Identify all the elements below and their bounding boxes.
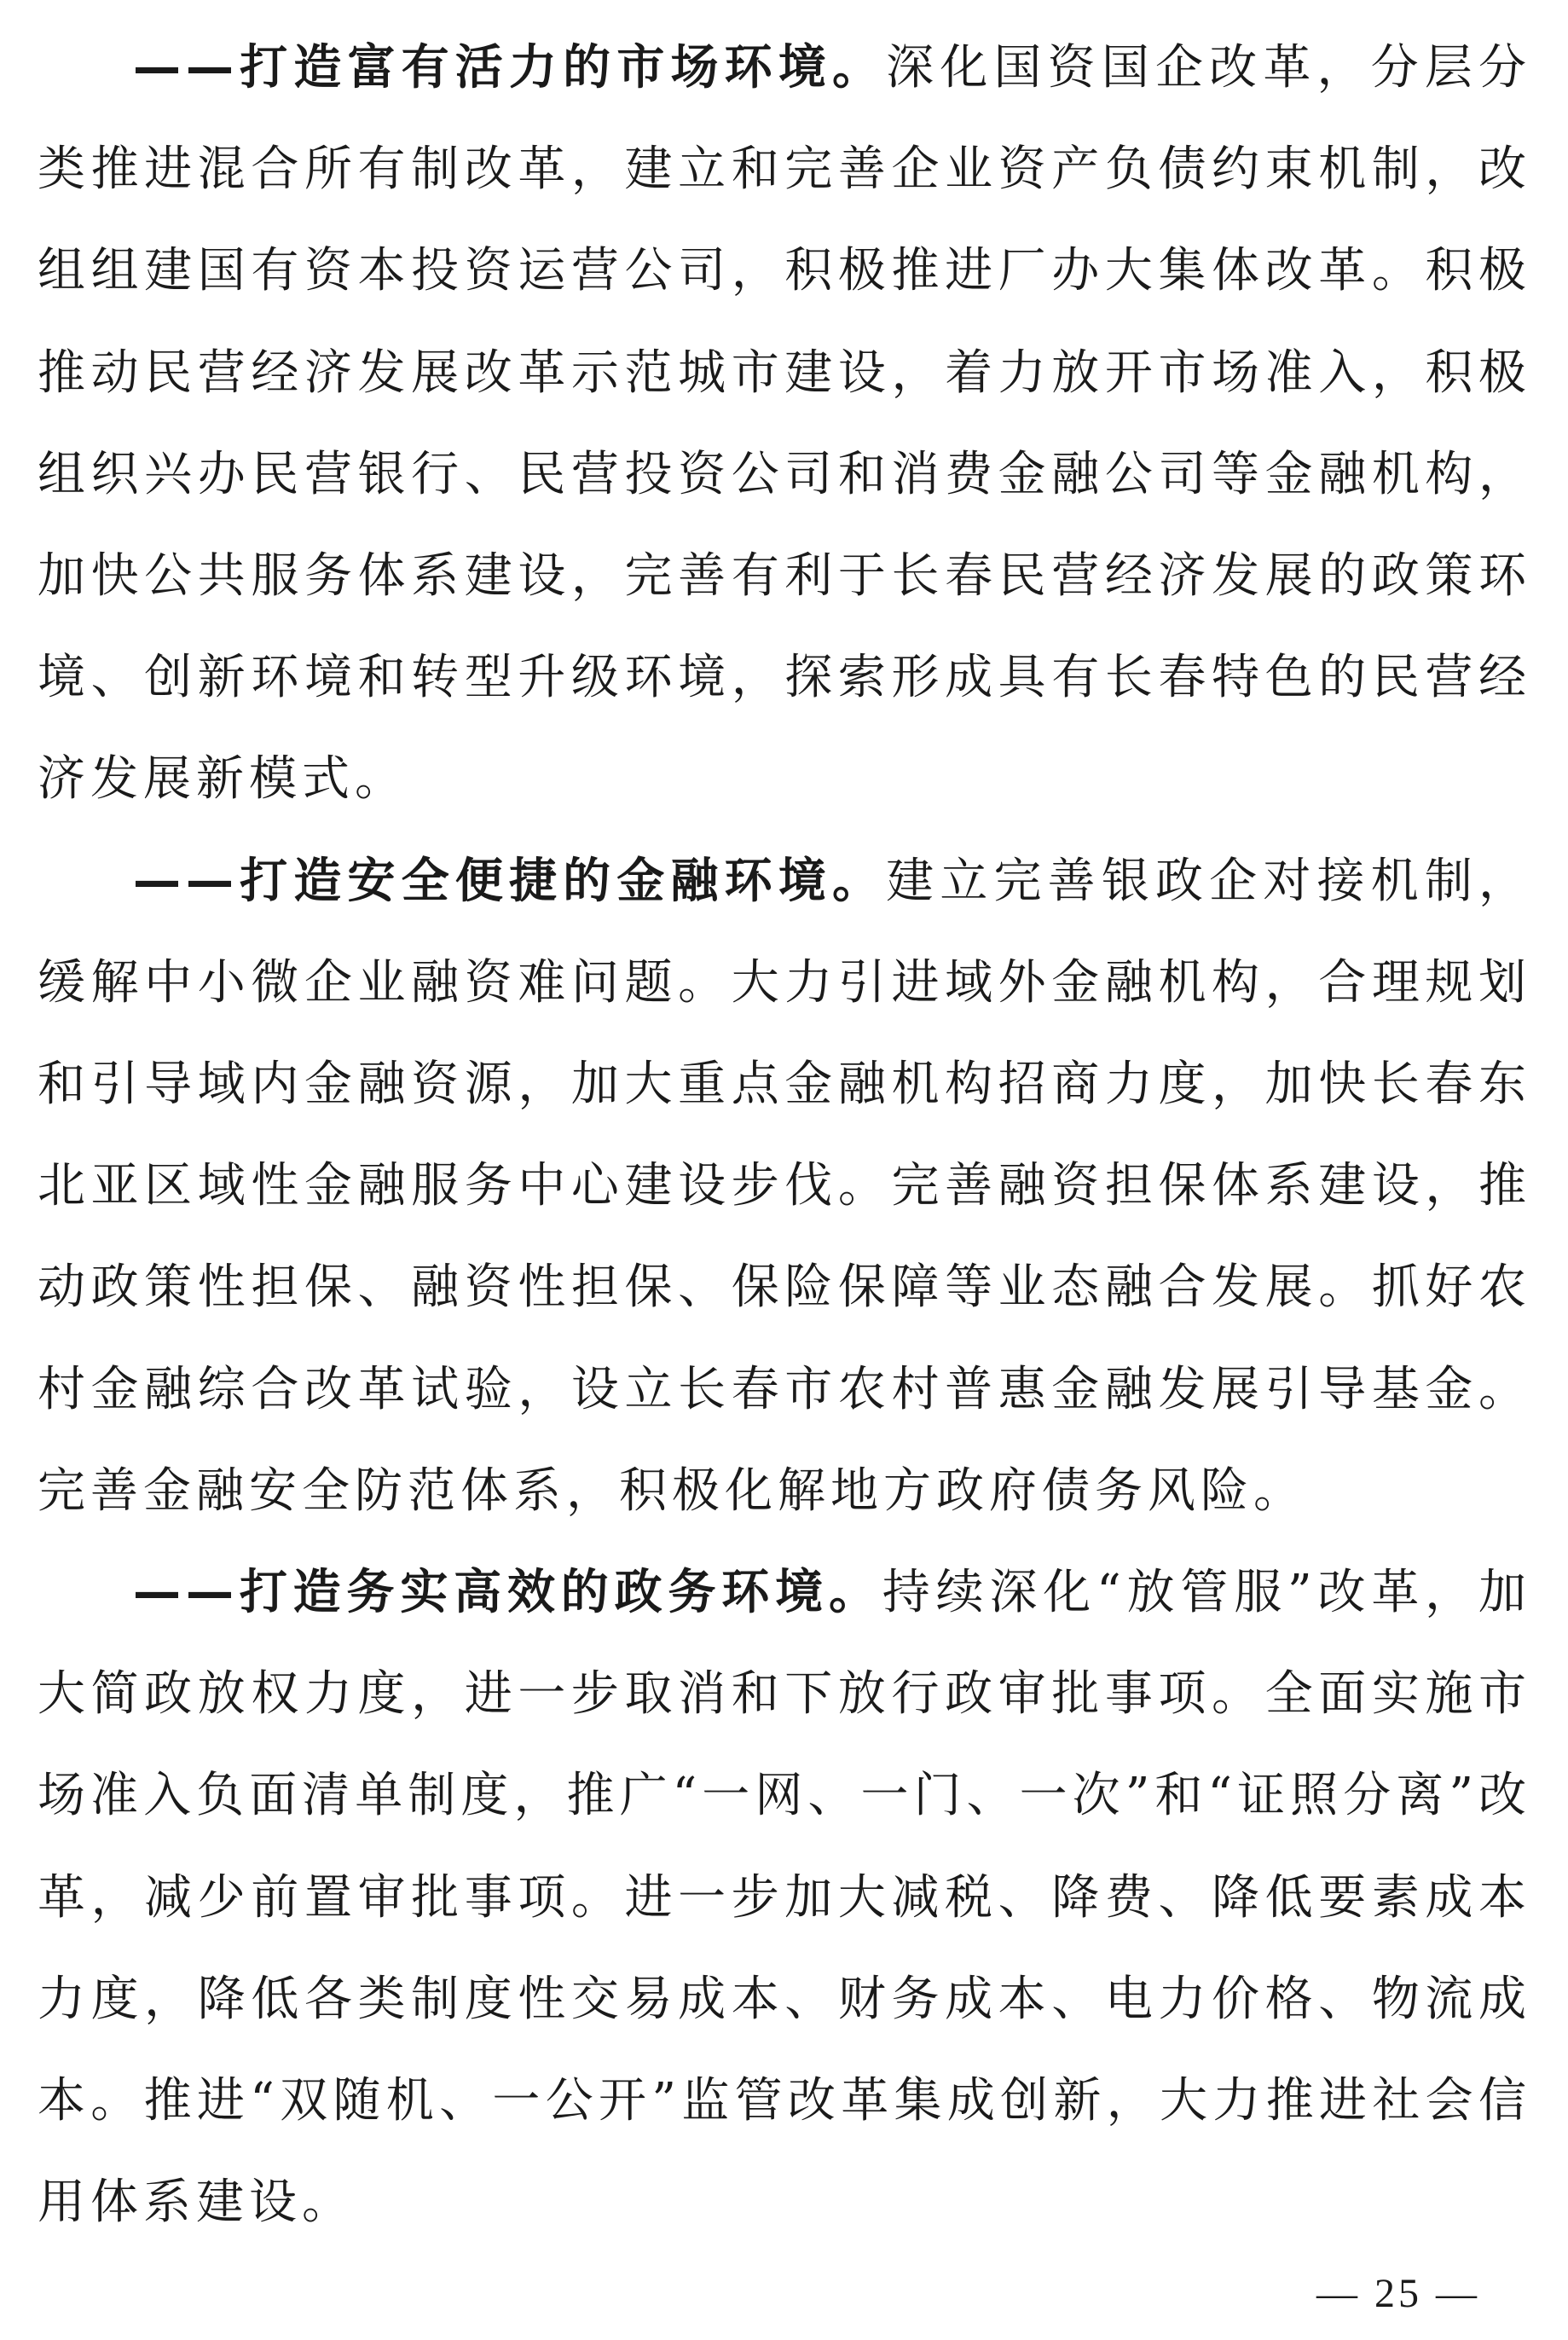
section-body-finance: 建立完善银政企对接机制，缓解中小微企业融资难问题。大力引进域外金融机构，合理规划和引导域内金融资源，加大重点金融机构招商力度，加快长春东北亚区域性金融服务中心建设步伐。完善融资担保体系建设，推动政策性担保、融资性担保、保险保障等业态融合发展。抓好农村金融综合改革试验，设立长春市农村普惠金融发展引导基金。完善金融安全防范体系，积极化解地方政府债务风险。 bbox=[38, 853, 1532, 1519]
section-heading-government: ——打造务实高效的政务环境。 bbox=[133, 1565, 882, 1621]
paragraph-market-environment bbox=[38, 17, 1531, 831]
section-body-government: 持续深化“放管服”改革，加大简政放权力度，进一步取消和下放行政审批事项。全面实施市场准入负面清单制度，推广“一网、一门、一次”和“证照分离”改革，减少前置审批事项。进一步加大减税、降费、降低要素成本力度，降低各类制度性交易成本、财务成本、电力价格、物流成本。推进“双随机、一公开”监管改革集成创新，大力推进社会信用体系建设。 bbox=[38, 1565, 1532, 2231]
section-heading-market: ——打造富有活力的市场环境。 bbox=[133, 40, 887, 96]
paragraph-financial-environment bbox=[38, 831, 1531, 1542]
section-heading-finance: ——打造安全便捷的金融环境。 bbox=[133, 853, 887, 909]
paragraph-government-environment bbox=[38, 1542, 1531, 2253]
document-body bbox=[38, 17, 1531, 2253]
section-body-market: 深化国资国企改革，分层分类推进混合所有制改革，建立和完善企业资产负债约束机制，改组组建国有资本投资运营公司，积极推进厂办大集体改革。积极推动民营经济发展改革示范城市建设，着力放开市场准入，积极组织兴办民营银行、民营投资公司和消费金融公司等金融机构，加快公共服务体系建设，完善有利于长春民营经济发展的政策环境、创新环境和转型升级环境，探索形成具有长春特色的民营经济发展新模式。 bbox=[38, 40, 1532, 808]
page-number: — 25 — bbox=[1316, 2271, 1480, 2316]
